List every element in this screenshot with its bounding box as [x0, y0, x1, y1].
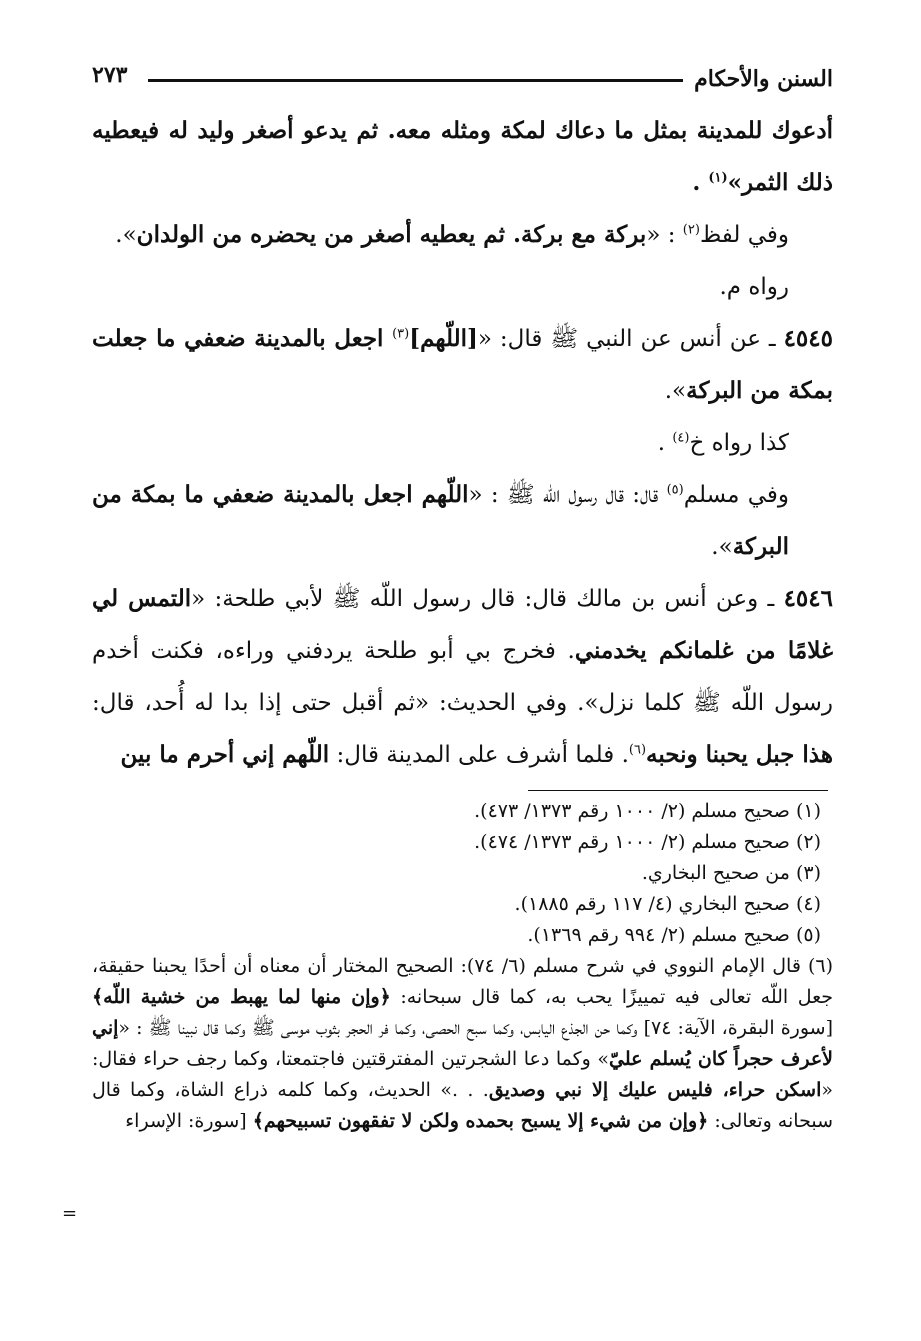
- footnote-separator: [528, 790, 828, 791]
- header-rule: [148, 79, 683, 82]
- hadith-quote: اللّهم إني أحرم ما بين: [120, 741, 330, 768]
- hadith-quote: هذا جبل يحبنا ونحبه: [646, 741, 833, 768]
- text-span: قال: قال رسول اللّه ﷺ : «: [468, 482, 667, 508]
- text-span: ».: [664, 378, 687, 404]
- text-span: ـ عن أنس عن النبي ﷺ قال: «: [477, 326, 784, 352]
- hadith-quote: بركة مع بركة. ثم يعطيه أصغر من يحضره من الولدان: [136, 221, 647, 248]
- footnote-1: (١) صحيح مسلم (٢/ ١٠٠٠ رقم ١٣٧٣/ ٤٧٣).: [474, 800, 821, 822]
- hadith-number: ٤٥٤٦: [783, 585, 833, 612]
- text-span: وفي مسلم: [683, 482, 789, 508]
- paragraph-narrated-by: [92, 261, 833, 313]
- text-span: [سورة: الإسراء: [125, 1110, 253, 1132]
- hadith-4546: [92, 573, 833, 781]
- hadith-quote: إني لأعرف حجراً كان يُسلم عليّ: [92, 1017, 833, 1070]
- footnote-3: (٣) من صحيح البخاري.: [641, 862, 821, 884]
- text-span: . فلما أشرف على المدينة قال:: [329, 742, 629, 768]
- continuation-mark: =: [62, 1203, 78, 1224]
- text-line: أدعوك للمدينة بمثل ما دعاك لمكة ومثله معه. ثم يدعو أصغر وليد له فيعطيه ذلك: [92, 117, 833, 196]
- quran-quote: ﴿وإن منها لما يهبط من خشية اللّه﴾: [92, 986, 391, 1008]
- footnote-ref: (١): [708, 170, 728, 186]
- running-title: السنن والأحكام: [694, 66, 833, 92]
- hadith-quote: [اللّهم]: [409, 325, 478, 352]
- hadith-quote: اسكن حراء، فليس عليك إلا نبي وصديق: [488, 1079, 822, 1101]
- footnote-ref: (٤): [672, 430, 690, 446]
- hadith-number: ٤٥٤٥: [783, 325, 833, 352]
- hadith-quote: اجعل بالمدينة ضعفي ما جعلت بمكة من البركة: [92, 325, 833, 404]
- footnote-5: (٥) صحيح مسلم (٢/ ٩٩٤ رقم ١٣٦٩).: [527, 924, 821, 946]
- footnote-ref: (٢): [682, 222, 700, 238]
- text-span: » وكما دعا الشجرتين المفترقتين فاجتمعتا، وكما رجف حراء فقال: «: [92, 1048, 833, 1101]
- text-span: . فخرج بي أبو طلحة يردفني وراءه، فكنت أخدم رسول اللّه ﷺ كلما نزل». وفي الحديث: «ثم أقبل حتى إذا بدا له أُحد، قال:: [92, 638, 833, 716]
- text-line: الثمر»: [727, 169, 789, 196]
- page-number: ٢٧٣: [92, 62, 128, 88]
- footnote-6: [92, 951, 833, 1137]
- paragraph-variant-wording: [92, 209, 833, 261]
- page-header: [92, 62, 833, 98]
- text-span: . . .» الحديث، وكما كلمه ذراع الشاة، وكما قال سبحانه وتعالى:: [92, 1079, 833, 1132]
- text-span: .: [692, 169, 709, 196]
- hadith-quote: اللّهم اجعل بالمدينة ضعفي ما بمكة من البركة: [92, 481, 789, 560]
- text-span: رواه م.: [719, 274, 789, 300]
- footnote-4: (٤) صحيح البخاري (٤/ ١١٧ رقم ١٨٨٥).: [514, 893, 821, 915]
- footnote-ref: (٣): [392, 326, 410, 342]
- text-span: ».: [711, 534, 733, 560]
- text-span: [سورة البقرة، الآية: ٧٤] وكما حن الجذع اليابس، وكما سبح الحصى، وكما فر الحجر بثوب موسى ﷺ وكما قال نبينا ﷺ : «: [118, 1017, 833, 1039]
- text-span: وفي لفظ: [699, 222, 789, 248]
- paragraph-muslim-version: [92, 469, 833, 573]
- hadith-quote: التمس لي غلامًا من غلمانكم يخدمني: [92, 585, 833, 664]
- footnotes: [92, 796, 833, 1137]
- quran-quote: ﴿وإن من شيء إلا يسبح بحمده ولكن لا تفقهون تسبيحهم﴾: [252, 1110, 709, 1132]
- text-span: .: [657, 430, 673, 456]
- text-span: كذا رواه خ: [689, 430, 789, 456]
- paragraph-continuation: [92, 105, 833, 209]
- paragraph-thus-narrated: [92, 417, 833, 469]
- footnote-2: (٢) صحيح مسلم (٢/ ١٠٠٠ رقم ١٣٧٣/ ٤٧٤).: [474, 831, 821, 853]
- hadith-4545: [92, 313, 833, 417]
- text-span: ـ وعن أنس بن مالك قال: قال رسول اللّه ﷺ لأبي طلحة: «: [191, 586, 784, 612]
- main-text: [92, 105, 833, 781]
- footnote-ref: (٦): [628, 742, 647, 758]
- text-span: : «: [646, 222, 683, 248]
- text-span: ».: [115, 222, 137, 248]
- text-span: (٦) قال الإمام النووي في شرح مسلم (٦/ ٧٤): الصحيح المختار أن معناه أن أحدًا يحبنا حقيقة، جعل اللّه تعالى فيه تمييزًا يحب به، كما قال سبحانه:: [92, 955, 834, 1008]
- footnote-ref: (٥): [666, 482, 684, 498]
